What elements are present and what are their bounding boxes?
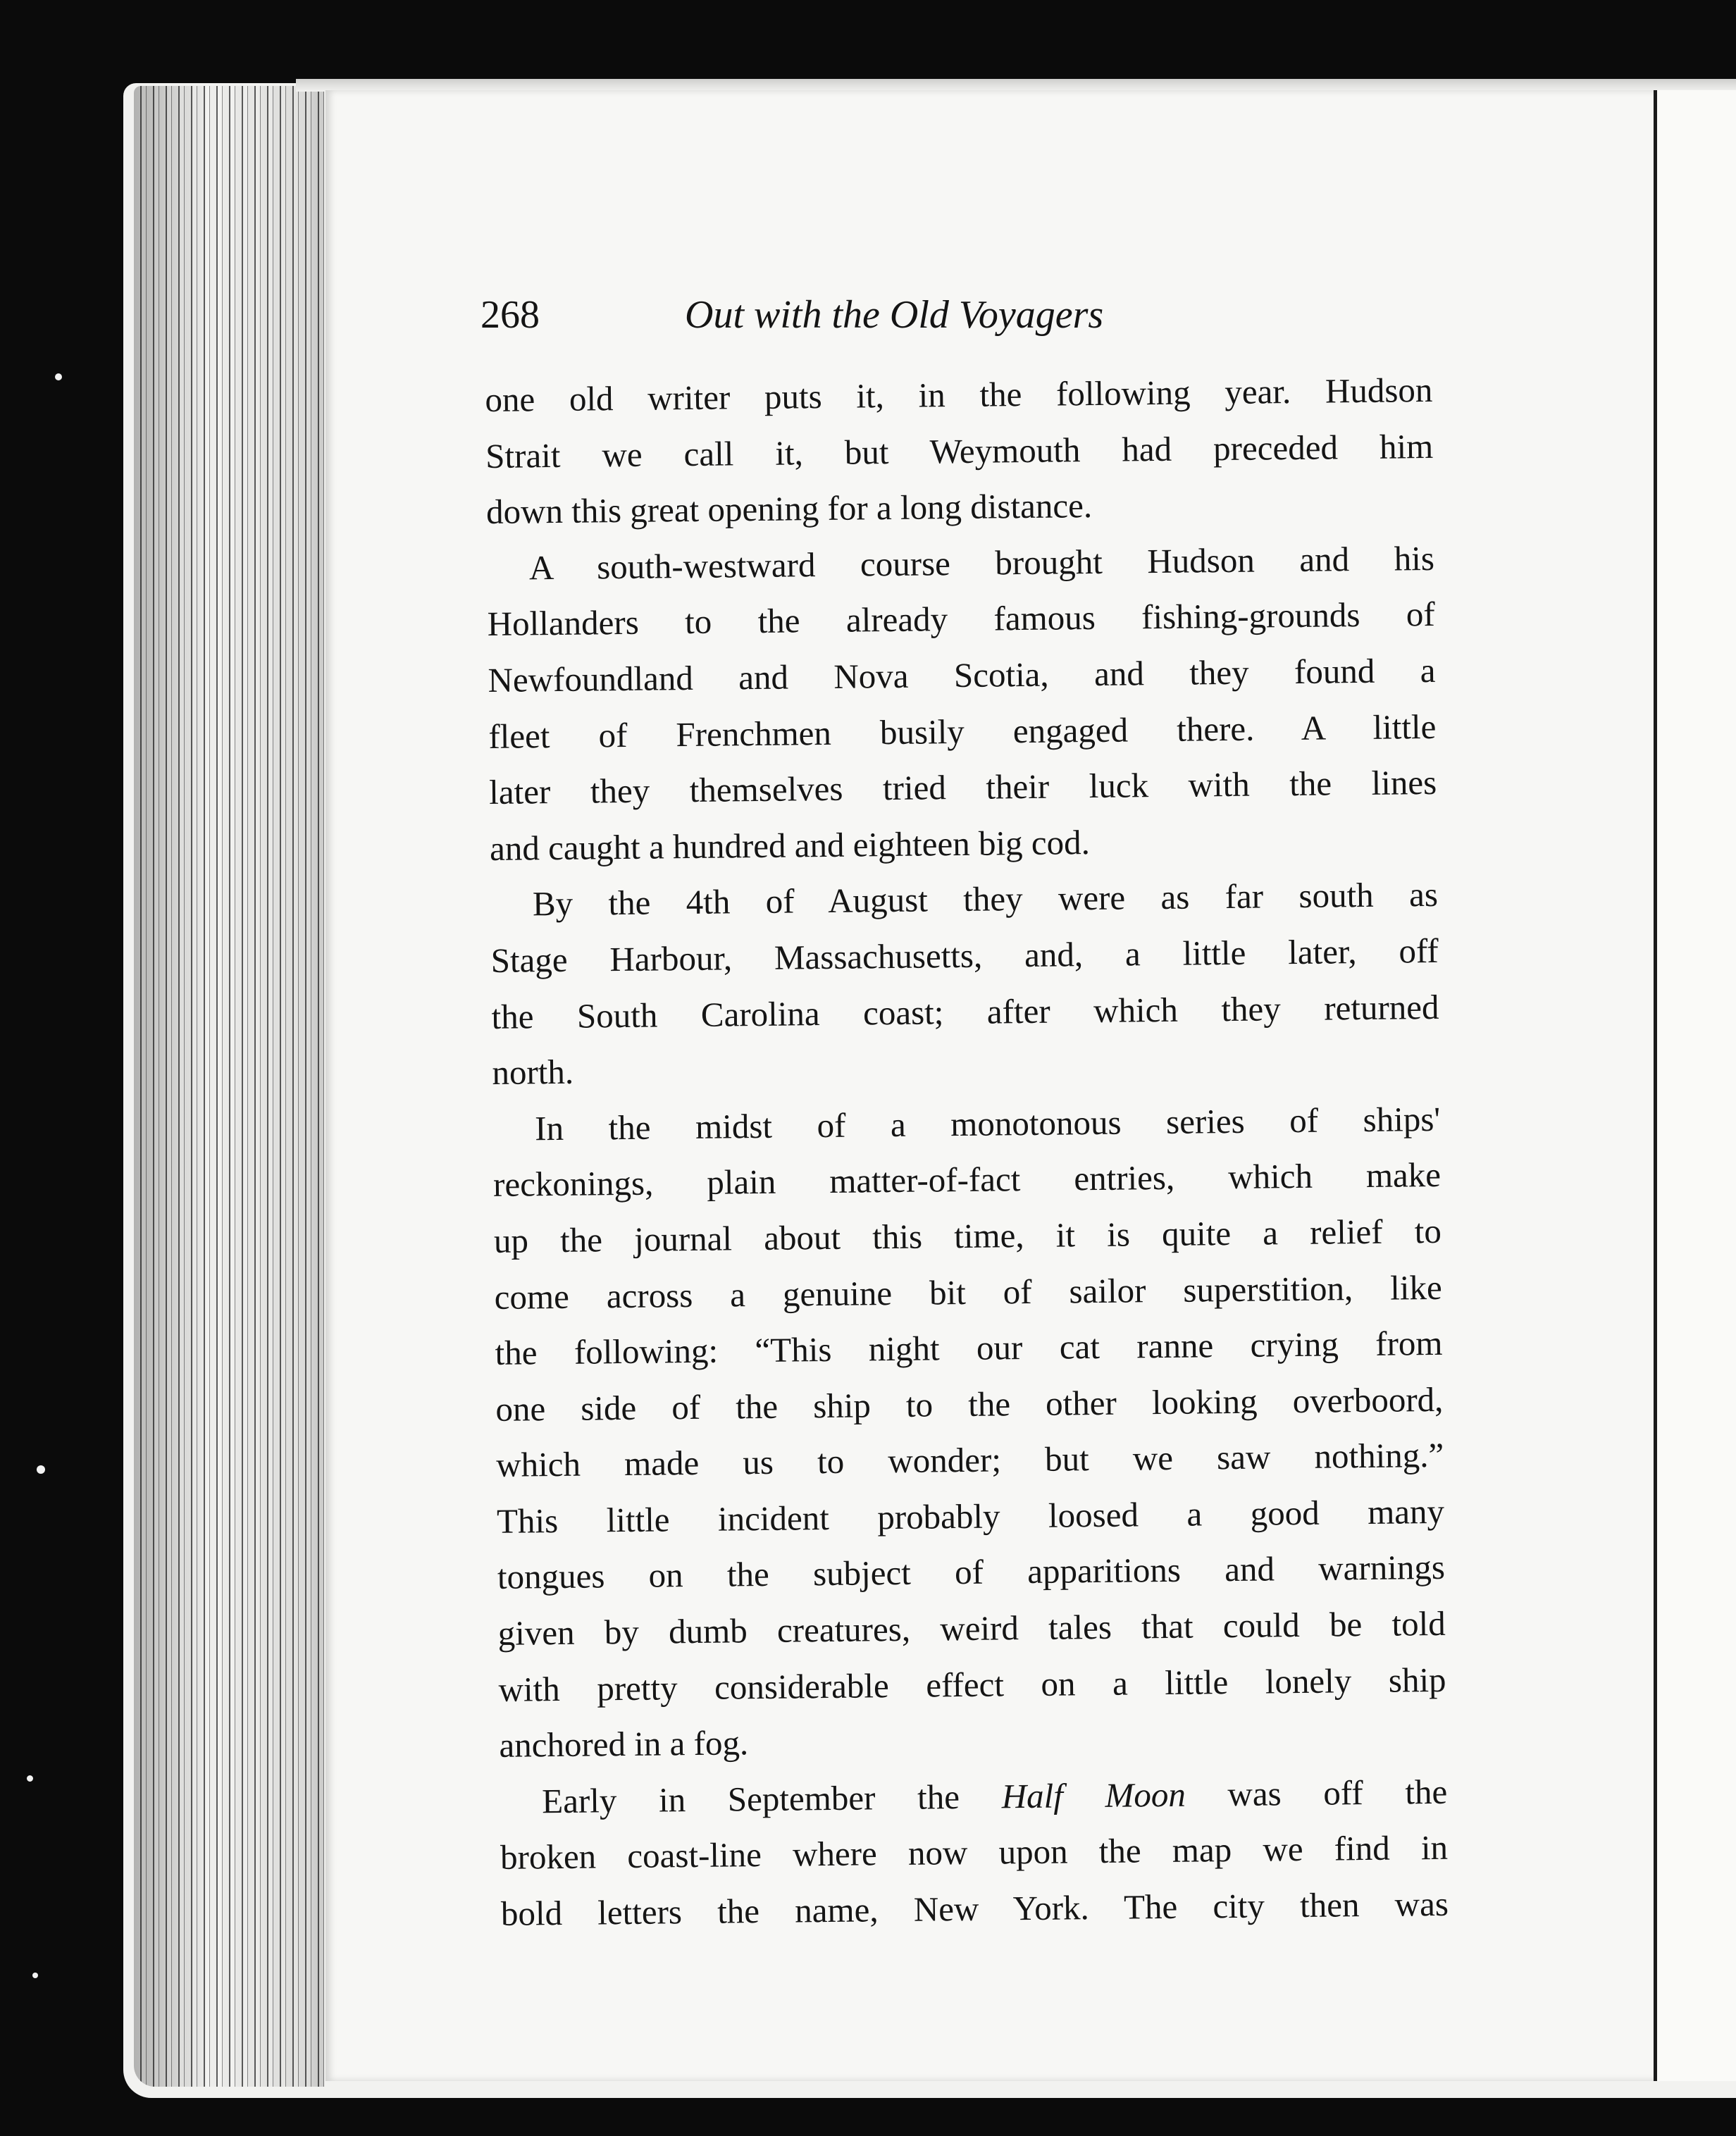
- text-line: and caught a hundred and eighteen big cod.: [489, 822, 1091, 868]
- dust-speck: [37, 1465, 45, 1474]
- text-line: broken coast-line where now upon the map we find in: [500, 1828, 1449, 1877]
- text-line: In the midst of a monotonous series of ships': [534, 1099, 1441, 1148]
- text-fragment: Early in September the: [541, 1777, 960, 1821]
- text-line: the South Carolina coast; after which they returned: [491, 987, 1439, 1036]
- text-fragment: was off the: [1227, 1772, 1448, 1813]
- text-line: up the journal about this time, it is quite a relief to: [493, 1211, 1442, 1260]
- text-line: fleet of Frenchmen busily engaged there. A little: [488, 707, 1437, 756]
- text-line: This little incident probably loosed a good many: [496, 1491, 1445, 1541]
- text-line: By the 4th of August they were as far south as: [532, 875, 1439, 924]
- text-line: reckonings, plain matter-of-fact entries, which make: [492, 1155, 1442, 1205]
- dust-speck: [27, 1775, 33, 1782]
- dust-speck: [32, 1973, 38, 1978]
- text-line: come across a genuine bit of sailor superstition, like: [494, 1267, 1442, 1317]
- text-line: anchored in a fog.: [499, 1723, 749, 1765]
- running-head: [480, 285, 1234, 349]
- text-line: one old writer puts it, in the following year. Hudson: [485, 370, 1433, 419]
- running-title: Out with the Old Voyagers: [685, 293, 1104, 337]
- text-line: the following: “This night our cat ranne crying from: [495, 1323, 1443, 1373]
- text-line: Hollanders to the already famous fishing-grounds of: [487, 595, 1435, 644]
- text-line: later they themselves tried their luck with the lines: [488, 763, 1437, 812]
- ship-name: Half Moon: [1001, 1775, 1186, 1816]
- text-line: which made us to wonder; but we saw nothing.”: [495, 1436, 1444, 1485]
- text-line: tongues on the subject of apparitions and warnings: [497, 1548, 1446, 1597]
- body-text: [485, 362, 1449, 1942]
- text-line: A south-westward course brought Hudson and his: [528, 538, 1435, 588]
- dust-speck: [55, 373, 62, 380]
- text-line: Newfoundland and Nova Scotia, and they found a: [488, 650, 1436, 700]
- text-line: one side of the ship to the other looking overboord,: [495, 1379, 1444, 1429]
- text-line: with pretty considerable effect on a little lonely ship: [498, 1660, 1446, 1709]
- text-line: down this great opening for a long distance.: [485, 486, 1093, 532]
- text-line: Stage Harbour, Massachusetts, and, a little later, off: [490, 931, 1439, 980]
- text-line: bold letters the name, New York. The city then was: [500, 1884, 1449, 1933]
- page-number: 268: [480, 293, 540, 337]
- text-line: [500, 1764, 1448, 1830]
- text-line: given by dumb creatures, weird tales that could be told: [497, 1603, 1446, 1653]
- text-line: north.: [492, 1052, 574, 1093]
- facing-page-edge: [1654, 90, 1736, 2081]
- page-edges-shadow: [134, 86, 324, 2087]
- text-line: Strait we call it, but Weymouth had preceded him: [485, 426, 1434, 476]
